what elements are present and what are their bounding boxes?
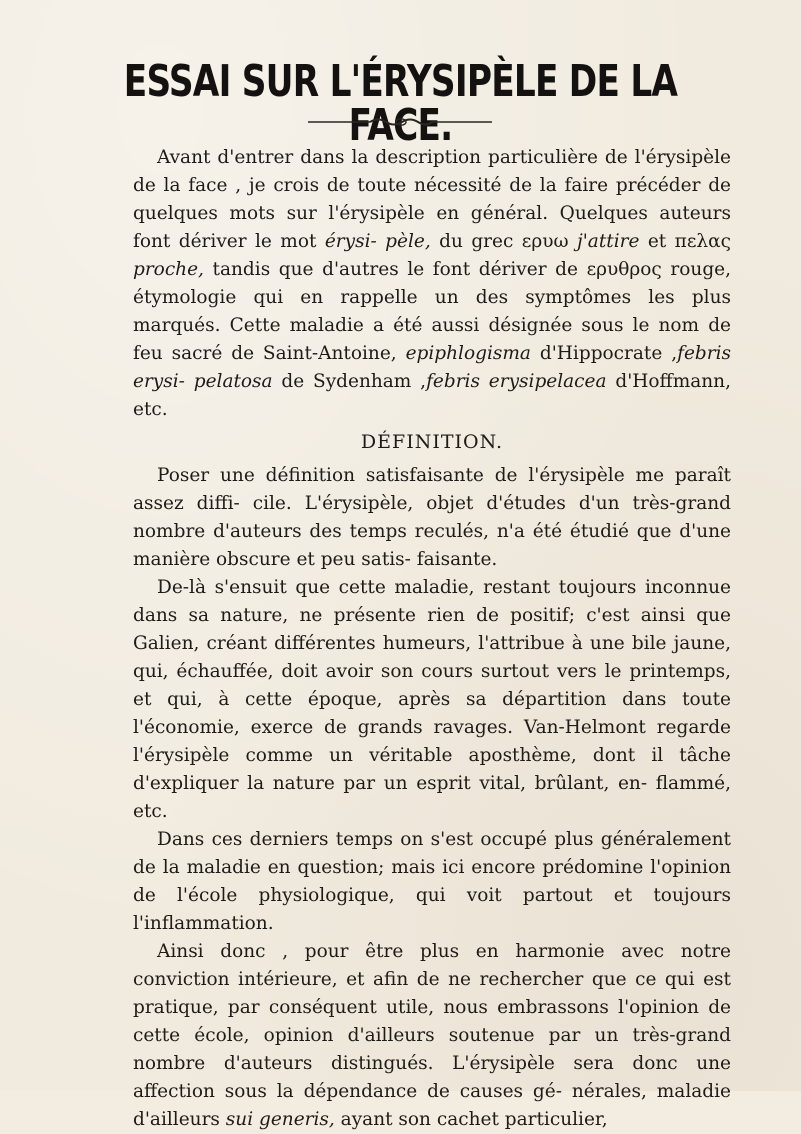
ornament-divider xyxy=(308,117,492,127)
intro-paragraph: Avant d'entrer dans la description particulière de l'érysipèle de la face , je crois de toute nécessité de la faire précéder de quelques mots sur l'érysipèle en général. Quelques auteurs font dériver le mot érysi- pèle, du grec ερυω j'attire et πελας proche, tandis que d'autres le font dériver de ερυθρος rouge, étymologie qui en rappelle un des symptômes les plus marqués. Cette maladie a été aussi désignée sous le nom de feu sacré de Saint-Antoine, epiphlogisma d'Hippocrate ,febris erysi- pelatosa de Sydenham ,febris erysipelacea d'Hoffmann, etc. xyxy=(133,147,731,420)
section-heading: DÉFINITION. xyxy=(360,431,504,453)
paragraph: De-là s'ensuit que cette maladie, restant toujours inconnue dans sa nature, ne présente rien de positif; c'est ainsi que Galien, créant différentes humeurs, l'attribue à une bile jaune, qui, échauffée, doit avoir son cours surtout vers le printemps, et qui, à cette époque, après sa départition dans toute l'économie, exerce de grands ravages. Van-Helmont regarde l'érysipèle comme un véritable aposthème, dont il tâche d'expliquer la nature par un esprit vital, brûlant, en- flammé, etc. xyxy=(133,577,731,822)
page-title: ESSAI SUR L'ÉRYSIPÈLE DE LA FACE. xyxy=(123,56,678,151)
paragraph: Dans ces derniers temps on s'est occupé plus généralement de la maladie en question; mais ici encore prédomine l'opinion de l'école physiologique, qui voit partout et toujours l'inflammation. xyxy=(133,829,731,934)
paragraph: Poser une définition satisfaisante de l'érysipèle me paraît assez diffi- cile. L'érysipèle, objet d'études d'un très-grand nombre d'auteurs des temps reculés, n'a été étudié que d'une manière obscure et peu satis- faisante. xyxy=(133,465,731,570)
paragraph-last: Ainsi donc , pour être plus en harmonie avec notre conviction intérieure, et afin de ne rechercher que ce qui est pratique, par conséquent utile, nous embrassons l'opinion de cette école, opinion d'ailleurs soutenue par un très-grand nombre d'auteurs distingués. L'érysipèle sera donc une affection sous la dépendance de causes gé- nérales, maladie d'ailleurs sui generis, ayant son cachet particulier, xyxy=(133,941,731,1130)
body-text xyxy=(133,144,731,1134)
